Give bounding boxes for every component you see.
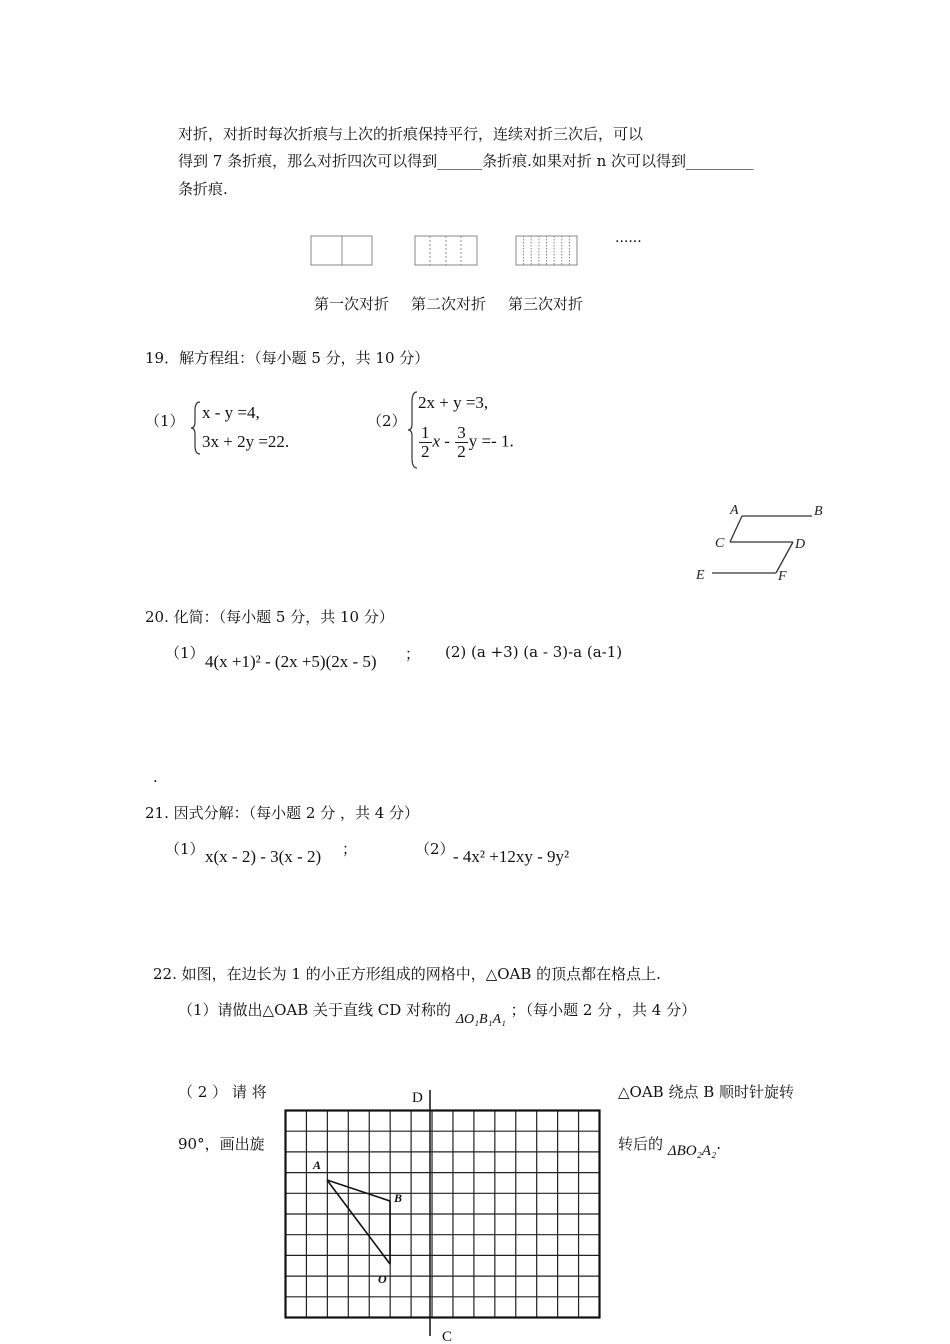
grid-label-c: C bbox=[442, 1329, 453, 1344]
grid-lines bbox=[286, 1111, 600, 1318]
fold-second bbox=[415, 236, 477, 265]
grid-label-a: A bbox=[313, 1158, 322, 1172]
q22-part2-right2 bbox=[618, 1133, 721, 1159]
q22-part2-triangle: ΔBO₂A₂ bbox=[667, 1143, 717, 1159]
zline-label-f: F bbox=[778, 569, 787, 584]
q19-s2-eq2: $\frac{1}{2}$ x - $\frac{3}{2}$ y =- 1. bbox=[421, 423, 514, 461]
frac-three-halves: $\frac{3}{2}$ bbox=[457, 423, 466, 461]
grid-label-o: O bbox=[378, 1272, 387, 1286]
fold-caption-3: 第三次对折 bbox=[508, 295, 584, 313]
q20-part1-label: （1） bbox=[165, 644, 205, 662]
q19-brace-1 bbox=[190, 400, 202, 456]
q20-title: 20. 化简：（每小题 5 分，共 10 分） bbox=[145, 608, 394, 626]
q22-part2-end: . bbox=[716, 1135, 721, 1153]
q22-part2-left2: 90°，画出旋 bbox=[178, 1135, 265, 1153]
q20-dot: . bbox=[153, 768, 158, 786]
q21-part2-expr: - 4x² +12xy - 9y² bbox=[453, 847, 570, 866]
q22-part2-left1: （ 2 ） 请 将 bbox=[178, 1083, 267, 1101]
q22-part1-text: （1）请做出△OAB 关于直线 CD 对称的 bbox=[178, 1001, 452, 1019]
q19-s2-eq1: 2x + y =3, bbox=[418, 393, 489, 412]
q21-part2-label: （2） bbox=[415, 840, 455, 858]
q19-s1-eq1: x - y =4, bbox=[202, 403, 260, 422]
zline-figure bbox=[690, 500, 830, 585]
q19-part1-label: （1） bbox=[145, 412, 185, 430]
q19-s1-eq2: 3x + 2y =22. bbox=[202, 432, 290, 451]
triangle-oab bbox=[327, 1180, 390, 1264]
q22-title: 22. 如图，在边长为 1 的小正方形组成的网格中，△OAB 的顶点都在格点上. bbox=[153, 965, 661, 983]
fold-caption-1: 第一次对折 bbox=[314, 295, 390, 313]
fold-caption-2: 第二次对折 bbox=[411, 295, 487, 313]
fold-third bbox=[516, 236, 577, 265]
q18-dots: ...... bbox=[615, 230, 642, 246]
frac-one-half: $\frac{1}{2}$ bbox=[421, 423, 430, 461]
q21-title: 21. 因式分解：（每小题 2 分 ，共 4 分） bbox=[145, 804, 420, 822]
zline-label-b: B bbox=[814, 504, 823, 519]
q18-line1: 对折，对折时每次折痕与上次的折痕保持平行，连续对折三次后，可以 bbox=[178, 125, 644, 143]
fold-figures bbox=[305, 230, 655, 272]
q21-part1-expr: x(x - 2) - 3(x - 2) bbox=[205, 847, 322, 866]
q21-part1-sep: ； bbox=[342, 840, 358, 858]
zline-label-c: C bbox=[715, 536, 725, 551]
fold-first bbox=[311, 236, 372, 265]
q20-part1-expr: 4(x +1)² - (2x +5)(2x - 5) bbox=[205, 652, 377, 671]
q18-line2: 得到 7 条折痕，那么对折四次可以得到______条折痕.如果对折 n 次可以得到_________ bbox=[178, 152, 754, 170]
q19-title: 19．解方程组：（每小题 5 分，共 10 分） bbox=[145, 349, 430, 367]
q22-part2-right1: △OAB 绕点 B 顺时针旋转 bbox=[618, 1083, 795, 1101]
zline-label-e: E bbox=[696, 568, 705, 583]
q19-s2-eq2-tail: y =- 1. bbox=[468, 431, 514, 451]
grid-label-b: B bbox=[394, 1191, 403, 1205]
q21-part1-label: （1） bbox=[165, 840, 205, 858]
grid-label-d: D bbox=[412, 1090, 423, 1106]
q18-line3: 条折痕. bbox=[178, 180, 228, 198]
q22-part1-tail: ；（每小题 2 分 ，共 4 分） bbox=[510, 1001, 697, 1019]
zline-label-a: A bbox=[730, 503, 739, 518]
q22-part1-triangle: ΔO₁B₁A₁ bbox=[455, 1012, 506, 1027]
q22-part2-right2-text: 转后的 bbox=[618, 1135, 664, 1153]
q20-part1-sep: ； bbox=[405, 645, 421, 663]
q20-part2: (2) (a +3) (a - 3)-a (a-1) bbox=[445, 643, 623, 661]
zline-label-d: D bbox=[795, 537, 806, 552]
q19-part2-label: （2） bbox=[367, 412, 407, 430]
q22-grid-figure bbox=[270, 1080, 615, 1344]
q22-part1 bbox=[178, 999, 697, 1027]
